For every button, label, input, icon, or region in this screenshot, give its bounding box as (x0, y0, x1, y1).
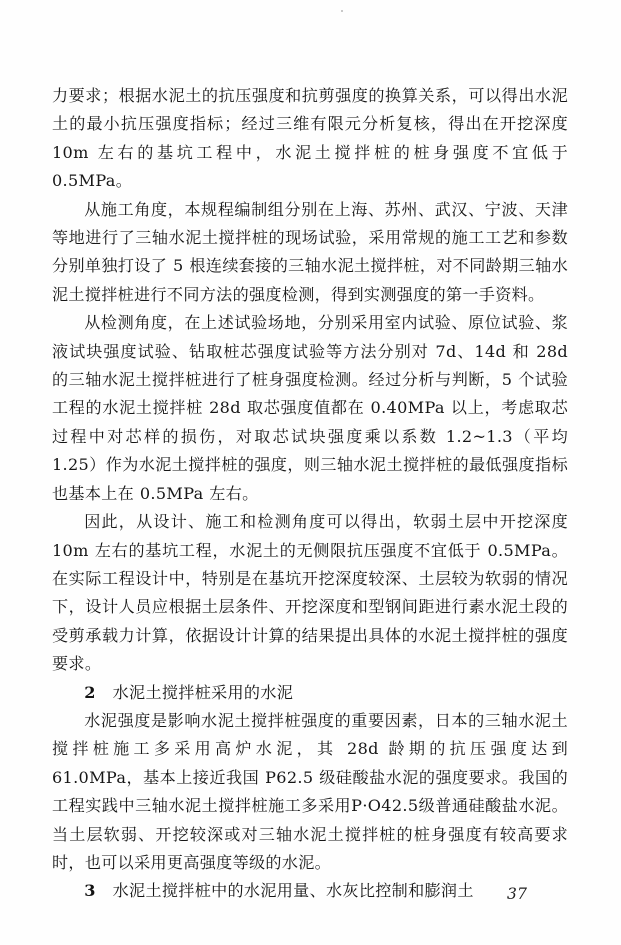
section-heading-2-number: 2 (84, 682, 96, 702)
section-heading-2-title: 水泥土搅拌桩采用的水泥 (112, 682, 294, 702)
paragraph-continuation: 力要求；根据水泥土的抗压强度和抗剪强度的换算关系，可以得出水泥土的最小抗压强度指标；经过三维有限元分析复核，得出在开挖深度 10m 左右的基坑工程中，水泥土搅拌桩的桩身强度不宜低于 0.5MPa。 (52, 86, 568, 191)
section-heading-3 (52, 877, 568, 905)
paragraph-cement-strength: 水泥强度是影响水泥土搅拌桩强度的重要因素，日本的三轴水泥土搅拌桩施工多采用高炉水泥，其 28d 龄期的抗压强度达到 61.0MPa，基本上接近我国 P62.5 级硅酸盐水泥的强度要求。我国的工程实践中三轴水泥土搅拌桩施工多采用P·O42.5级普通硅酸盐水泥。当土层软弱、开挖较深或对三轴水泥土搅拌桩的桩身强度有较高要求时，也可以采用更高强度等级的水泥。 (52, 710, 568, 872)
page-body-text (52, 82, 568, 906)
section-heading-3-number: 3 (84, 881, 96, 901)
paragraph-conclusion: 因此，从设计、施工和检测角度可以得出，软弱土层中开挖深度 10m 左右的基坑工程，水泥土的无侧限抗压强度不宜低于 0.5MPa。在实际工程设计中，特别是在基坑开挖深度较深、土层较为软弱的情况下，设计人员应根据土层条件、开挖深度和型钢间距进行素水泥土段的受剪承载力计算，依据设计计算的结果提出具体的水泥土搅拌桩的强度要求。 (52, 512, 568, 674)
section-heading-2 (52, 679, 568, 707)
page-number: 37 (507, 885, 528, 903)
paragraph-testing-perspective: 从检测角度，在上述试验场地，分别采用室内试验、原位试验、浆液试块强度试验、钻取桩芯强度试验等方法分别对 7d、14d 和 28d 的三轴水泥土搅拌桩进行了桩身强度检测。经过分析与判断，5 个试验工程的水泥土搅拌桩 28d 取芯强度值都在 0.40MPa 以上，考虑取芯过程中对芯样的损伤，对取芯试块强度乘以系数 1.2~1.3（平均 1.25）作为水泥土搅拌桩的强度，则三轴水泥土搅拌桩的最低强度指标也基本上在 0.5MPa 左右。 (52, 313, 568, 503)
scan-artifact-speck (341, 10, 343, 12)
paragraph-construction-perspective: 从施工角度，本规程编制组分别在上海、苏州、武汉、宁波、天津等地进行了三轴水泥土搅拌桩的现场试验，采用常规的施工工艺和参数分别单独打设了 5 根连续套接的三轴水泥土搅拌桩，对不同龄期三轴水泥土搅拌桩进行不同方法的强度检测，得到实测强度的第一手资料。 (52, 199, 568, 304)
section-heading-3-title: 水泥土搅拌桩中的水泥用量、水灰比控制和膨润土 (112, 881, 474, 901)
